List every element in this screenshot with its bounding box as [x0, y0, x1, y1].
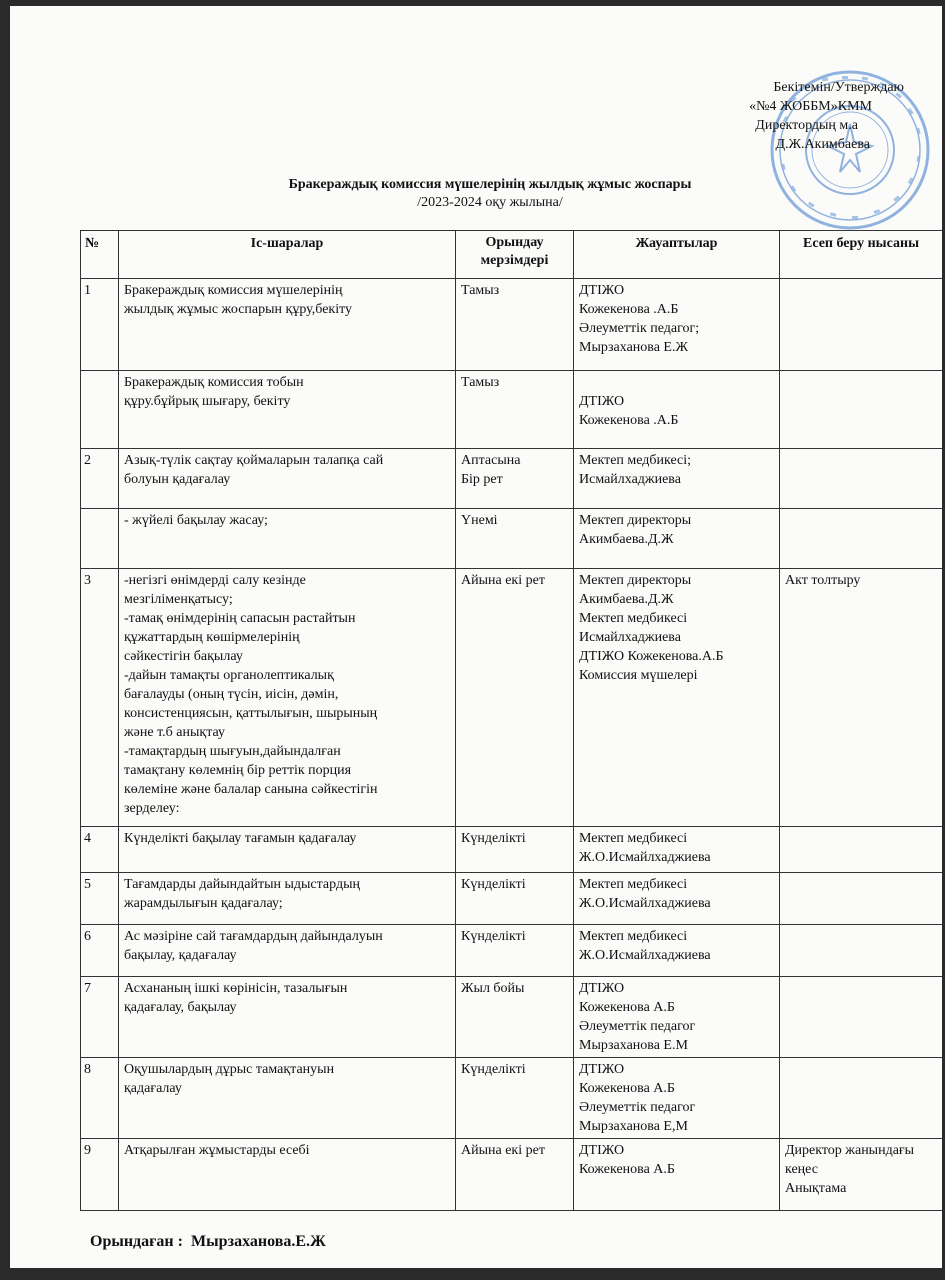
- cell-activity-line: -дайын тамақты органолептикалық: [124, 668, 334, 683]
- cell-deadline: [456, 925, 574, 977]
- cell-activity-line: Азық-түлік сақтау қоймаларын талапқа сай: [124, 453, 384, 468]
- cell-responsible-line: Әлеуметтік педагог;: [579, 321, 700, 336]
- cell-responsible-line: Кожекенова А.Б: [579, 1000, 675, 1015]
- table-body: [81, 279, 943, 1211]
- cell-activity-line: Ас мәзіріне сай тағамдардың дайындалуын: [124, 929, 383, 944]
- cell-num: 9: [81, 1139, 119, 1211]
- cell-activity: [119, 509, 456, 569]
- cell-report: [780, 1058, 943, 1139]
- cell-deadline: [456, 1058, 574, 1139]
- cell-deadline: [456, 977, 574, 1058]
- cell-responsible: [574, 371, 780, 449]
- cell-activity-line: тамақтану көлемнің бір реттік порция: [124, 763, 352, 778]
- document-title: [180, 176, 800, 212]
- cell-deadline-line: Айына екі рет: [461, 573, 545, 588]
- cell-responsible-line: Мырзаханова Е,М: [579, 1119, 688, 1134]
- cell-activity-line: сәйкестігін бақылау: [124, 649, 243, 664]
- cell-responsible-line: Әлеуметтік педагог: [579, 1019, 696, 1034]
- cell-report-line: Анықтама: [785, 1181, 847, 1196]
- cell-activity-line: Тағамдарды дайындайтын ыдыстардың: [124, 877, 360, 892]
- cell-activity-line: бақылау, қадағалау: [124, 948, 237, 963]
- cell-deadline-line: Күнделікті: [461, 1062, 526, 1077]
- cell-responsible-line: Исмайлхаджиева: [579, 472, 681, 487]
- cell-activity-line: -негізгі өнімдерді салу кезінде: [124, 573, 306, 588]
- cell-responsible: [574, 1139, 780, 1211]
- cell-num: [81, 509, 119, 569]
- cell-deadline-line: Бір рет: [461, 472, 503, 487]
- cell-responsible-line: Кожекенова .А.Б: [579, 302, 679, 317]
- cell-report: [780, 509, 943, 569]
- executor-label: Орындаған :: [90, 1233, 183, 1250]
- header-responsible: Жауаптылар: [574, 231, 780, 279]
- cell-responsible-line: Мектеп медбикесі: [579, 929, 688, 944]
- cell-activity: [119, 827, 456, 873]
- cell-num: 1: [81, 279, 119, 371]
- cell-activity-line: құжаттардың көшірмелерінің: [124, 630, 300, 645]
- cell-activity: [119, 1058, 456, 1139]
- table-row: [81, 509, 943, 569]
- table-row: [81, 1058, 943, 1139]
- cell-deadline: [456, 449, 574, 509]
- cell-activity-line: Асхананың ішкі көрінісін, тазалығын: [124, 981, 348, 996]
- cell-report: [780, 827, 943, 873]
- cell-deadline-line: Күнделікті: [461, 929, 526, 944]
- cell-responsible-line: Мырзаханова Е.М: [579, 1038, 688, 1053]
- cell-activity-line: қадағалау: [124, 1081, 182, 1096]
- cell-deadline: [456, 569, 574, 827]
- cell-responsible-line: Мектеп медбикесі;: [579, 453, 692, 468]
- table-row: [81, 569, 943, 827]
- cell-responsible: [574, 1058, 780, 1139]
- table-row: [81, 1139, 943, 1211]
- plan-table: [80, 230, 942, 1211]
- cell-responsible-line: Исмайлхаджиева: [579, 630, 681, 645]
- cell-deadline-line: Күнделікті: [461, 877, 526, 892]
- cell-activity: [119, 569, 456, 827]
- cell-deadline: [456, 371, 574, 449]
- header-deadline-line2: мерзімдері: [480, 253, 549, 268]
- cell-report: [780, 925, 943, 977]
- cell-responsible: [574, 977, 780, 1058]
- cell-report-line: Акт толтыру: [785, 573, 861, 588]
- cell-activity-line: -тамақ өнімдерінің сапасын растайтын: [124, 611, 356, 626]
- cell-responsible: [574, 279, 780, 371]
- header-deadline: [456, 231, 574, 279]
- cell-activity: [119, 279, 456, 371]
- cell-responsible-line: Мектеп директоры: [579, 573, 692, 588]
- cell-responsible-line: ДТІЖО: [579, 283, 625, 298]
- cell-num: [81, 371, 119, 449]
- header-num: №: [81, 231, 119, 279]
- table-header-row: [81, 231, 943, 279]
- cell-activity: [119, 1139, 456, 1211]
- cell-activity-line: зерделеу:: [124, 801, 180, 816]
- cell-deadline-line: Тамыз: [461, 375, 500, 390]
- table-row: [81, 279, 943, 371]
- cell-responsible-line: Кожекенова А.Б: [579, 1081, 675, 1096]
- cell-responsible-line: Комиссия мүшелері: [579, 668, 698, 683]
- cell-activity: [119, 873, 456, 925]
- cell-deadline-line: Жыл бойы: [461, 981, 525, 996]
- cell-activity: [119, 925, 456, 977]
- table-row: [81, 827, 943, 873]
- approval-line-2: «№4 ЖОББМ»КММ: [749, 99, 872, 114]
- table-row: [81, 371, 943, 449]
- cell-activity-line: жарамдылығын қадағалау;: [124, 896, 283, 911]
- cell-activity-line: - жүйелі бақылау жасау;: [124, 513, 268, 528]
- cell-activity-line: көлеміне және балалар санына сәйкестігін: [124, 782, 378, 797]
- cell-deadline-line: Айына екі рет: [461, 1143, 545, 1158]
- cell-responsible: [574, 925, 780, 977]
- cell-responsible-line: Акимбаева.Д.Ж: [579, 532, 674, 547]
- table-row: [81, 873, 943, 925]
- cell-deadline-line: Үнемі: [461, 513, 498, 528]
- table-row: [81, 449, 943, 509]
- header-report: Есеп беру нысаны: [780, 231, 943, 279]
- cell-report: [780, 977, 943, 1058]
- cell-report: [780, 279, 943, 371]
- approval-line-1: Бекітемін/Утверждаю: [773, 80, 904, 95]
- cell-deadline: [456, 827, 574, 873]
- cell-activity-line: Оқушылардың дұрыс тамақтануын: [124, 1062, 335, 1077]
- cell-num: 6: [81, 925, 119, 977]
- cell-deadline-line: Аптасына: [461, 453, 521, 468]
- header-deadline-line1: Орындау: [485, 235, 544, 250]
- cell-deadline-line: Күнделікті: [461, 831, 526, 846]
- cell-responsible-line: ДТІЖО: [579, 1062, 625, 1077]
- approval-block: [674, 78, 904, 154]
- cell-num: 5: [81, 873, 119, 925]
- cell-num: 8: [81, 1058, 119, 1139]
- cell-responsible-line: ДТІЖО: [579, 981, 625, 996]
- cell-responsible-line: Әлеуметтік педагог: [579, 1100, 696, 1115]
- cell-report: [780, 873, 943, 925]
- cell-responsible-line: Ж.О.Исмайлхаджиева: [579, 850, 711, 865]
- cell-activity-line: құру.бұйрық шығару, бекіту: [124, 394, 291, 409]
- title-main: Бракераждық комиссия мүшелерінің жылдық жұмыс жоспары: [288, 177, 692, 192]
- cell-deadline: [456, 873, 574, 925]
- cell-responsible: [574, 873, 780, 925]
- cell-activity-line: Күнделікті бақылау тағамын қадағалау: [124, 831, 357, 846]
- cell-responsible-line: Акимбаева.Д.Ж: [579, 592, 674, 607]
- cell-activity-line: -тамақтардың шығуын,дайындалған: [124, 744, 341, 759]
- cell-responsible-line: Кожекенова А.Б: [579, 1162, 675, 1177]
- cell-num: 4: [81, 827, 119, 873]
- cell-activity: [119, 977, 456, 1058]
- cell-deadline: [456, 509, 574, 569]
- cell-responsible-line: Ж.О.Исмайлхаджиева: [579, 896, 711, 911]
- cell-responsible-line: ДТІЖО: [579, 1143, 625, 1158]
- cell-responsible: [574, 449, 780, 509]
- cell-activity-line: Бракераждық комиссия тобын: [124, 375, 304, 390]
- cell-responsible-line: [579, 373, 774, 392]
- cell-num: 7: [81, 977, 119, 1058]
- cell-responsible-line: Ж.О.Исмайлхаджиева: [579, 948, 711, 963]
- executor-name: Мырзаханова.Е.Ж: [190, 1233, 326, 1250]
- title-sub: /2023-2024 оқу жылына/: [417, 195, 563, 210]
- cell-activity-line: мезгіліменқатысу;: [124, 592, 233, 607]
- header-activity: Іс-шаралар: [119, 231, 456, 279]
- cell-activity-line: қадағалау, бақылау: [124, 1000, 237, 1015]
- cell-responsible-line: Мектеп медбикесі: [579, 611, 688, 626]
- cell-deadline: [456, 1139, 574, 1211]
- cell-activity: [119, 449, 456, 509]
- approval-line-3: Директордың м.а: [755, 118, 858, 133]
- cell-deadline-line: Тамыз: [461, 283, 500, 298]
- cell-activity-line: жылдық жұмыс жоспарын құру,бекіту: [124, 302, 353, 317]
- cell-activity-line: болуын қадағалау: [124, 472, 231, 487]
- cell-activity-line: Атқарылған жұмыстарды есебі: [124, 1143, 310, 1158]
- cell-activity: [119, 371, 456, 449]
- cell-responsible: [574, 569, 780, 827]
- approval-line-4: Д.Ж.Акимбаева: [775, 137, 870, 152]
- cell-deadline: [456, 279, 574, 371]
- cell-responsible-line: Мырзаханова Е.Ж: [579, 340, 689, 355]
- cell-report-line: Директор жанындағы: [785, 1143, 915, 1158]
- table-row: [81, 925, 943, 977]
- cell-responsible-line: Мектеп директоры: [579, 513, 692, 528]
- cell-activity-line: Бракераждық комиссия мүшелерінің: [124, 283, 343, 298]
- cell-report: [780, 371, 943, 449]
- cell-responsible-line: ДТІЖО: [579, 394, 625, 409]
- cell-responsible-line: Кожекенова .А.Б: [579, 413, 679, 428]
- cell-report: [780, 449, 943, 509]
- cell-responsible: [574, 827, 780, 873]
- executor-line: [90, 1233, 326, 1251]
- document-page: [10, 6, 942, 1268]
- cell-activity-line: консистенциясын, қаттылығын, шырының: [124, 706, 378, 721]
- cell-responsible-line: Мектеп медбикесі: [579, 877, 688, 892]
- cell-activity-line: бағалауды (оның түсін, иісін, дәмін,: [124, 687, 339, 702]
- table-row: [81, 977, 943, 1058]
- cell-activity-line: және т.б анықтау: [124, 725, 225, 740]
- cell-responsible: [574, 509, 780, 569]
- cell-num: 3: [81, 569, 119, 827]
- cell-report: [780, 1139, 943, 1211]
- cell-responsible-line: Мектеп медбикесі: [579, 831, 688, 846]
- cell-num: 2: [81, 449, 119, 509]
- cell-report-line: кеңес: [785, 1162, 818, 1177]
- cell-responsible-line: ДТІЖО Кожекенова.А.Б: [579, 649, 724, 664]
- cell-report: [780, 569, 943, 827]
